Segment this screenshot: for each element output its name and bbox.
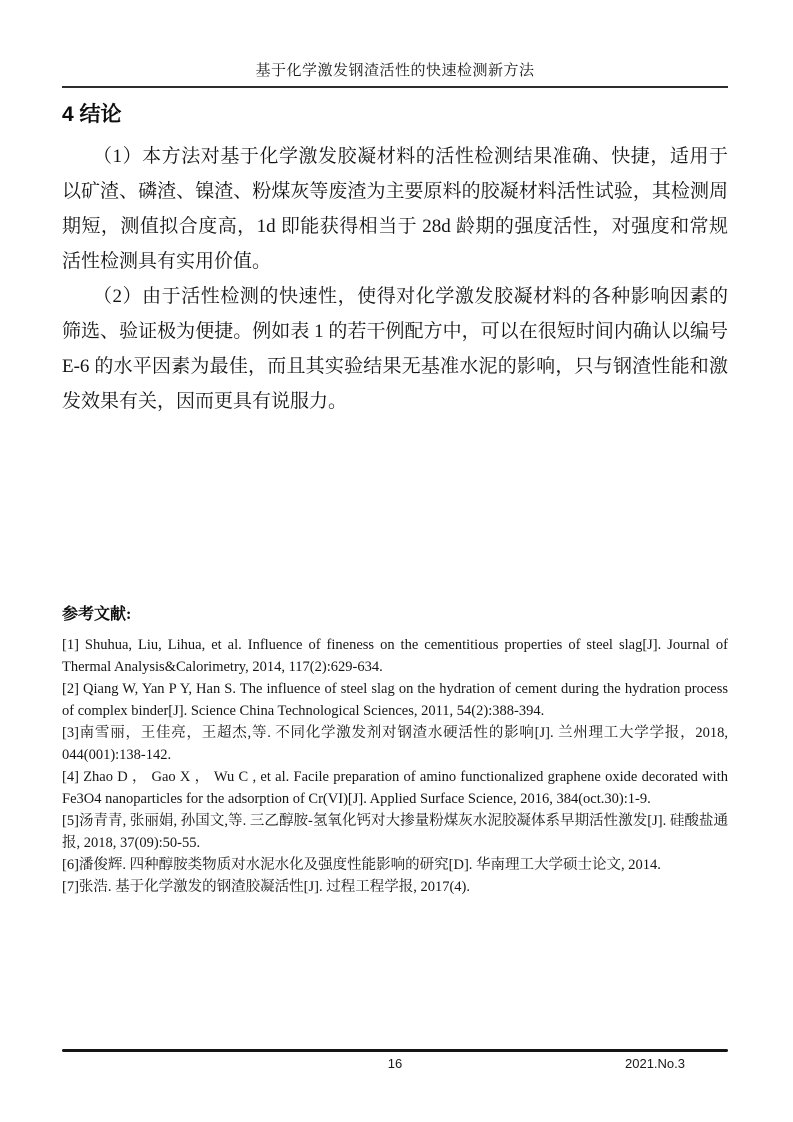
running-head-title: 基于化学激发钢渣活性的快速检测新方法 xyxy=(255,63,535,79)
references-section xyxy=(62,604,728,898)
references-heading: 参考文献: xyxy=(62,606,132,623)
conclusion-paragraph-1: （1）本方法对基于化学激发胶凝材料的活性检测结果准确、快捷，适用于以矿渣、磷渣、镍渣、粉煤灰等废渣为主要原料的胶凝材料活性试验，其检测周期短，测值拟合度高，1d 即能获得相当于 28d 龄期的强度活性，对强度和常规活性检测具有实用价值。 xyxy=(62,146,728,272)
section-heading: 4 结论 xyxy=(62,103,122,126)
footer-rule xyxy=(62,1049,728,1052)
reference-item-6: [6]潘俊辉. 四种醇胺类物质对水泥水化及强度性能影响的研究[D]. 华南理工大学硕士论文, 2014. xyxy=(62,857,661,873)
footer-row xyxy=(62,1056,728,1073)
issue-label: 2021.No.3 xyxy=(625,1056,685,1071)
header-rule xyxy=(62,86,728,88)
conclusion-paragraph-2: （2）由于活性检测的快速性，使得对化学激发胶凝材料的各种影响因素的筛选、验证极为便捷。例如表 1 的若干例配方中，可以在很短时间内确认以编号 E-6 的水平因素为最佳，而且其实验结果无基准水泥的影响，只与钢渣性能和激发效果有关，因而更具有说服力。 xyxy=(62,286,728,412)
reference-item-7: [7]张浩. 基于化学激发的钢渣胶凝活性[J]. 过程工程学报, 2017(4). xyxy=(62,879,470,895)
reference-item-1: [1] Shuhua, Liu, Lihua, et al. Influence of fineness on the cementitious properties of steel slag[J]. Journal of Thermal Analysis&Calorimetry, 2014, 117(2):629-634. xyxy=(62,637,728,675)
page-footer xyxy=(62,1049,728,1073)
reference-item-2: [2] Qiang W, Yan P Y, Han S. The influence of steel slag on the hydration of cement during the hydration process of complex binder[J]. Science China Technological Sciences, 2011, 54(2):388-394. xyxy=(62,681,728,719)
reference-item-4: [4] Zhao D ， Gao X ， Wu C , et al. Facile preparation of amino functionalized graphene oxide decorated with Fe3O4 nanoparticles for the adsorption of Cr(VI)[J]. Applied Surface Science, 2016, 384(oct.30):1-9. xyxy=(62,769,728,807)
page-number: 16 xyxy=(387,1056,403,1071)
reference-item-5: [5]汤青青, 张丽娟, 孙国文,等. 三乙醇胺-氢氧化钙对大掺量粉煤灰水泥胶凝体系早期活性激发[J]. 硅酸盐通报, 2018, 37(09):50-55. xyxy=(62,813,728,851)
reference-item-3: [3]南雪丽，王佳亮，王超杰,等. 不同化学激发剂对钢渣水硬活性的影响[J]. 兰州理工大学学报，2018, 044(001):138-142. xyxy=(62,725,728,763)
